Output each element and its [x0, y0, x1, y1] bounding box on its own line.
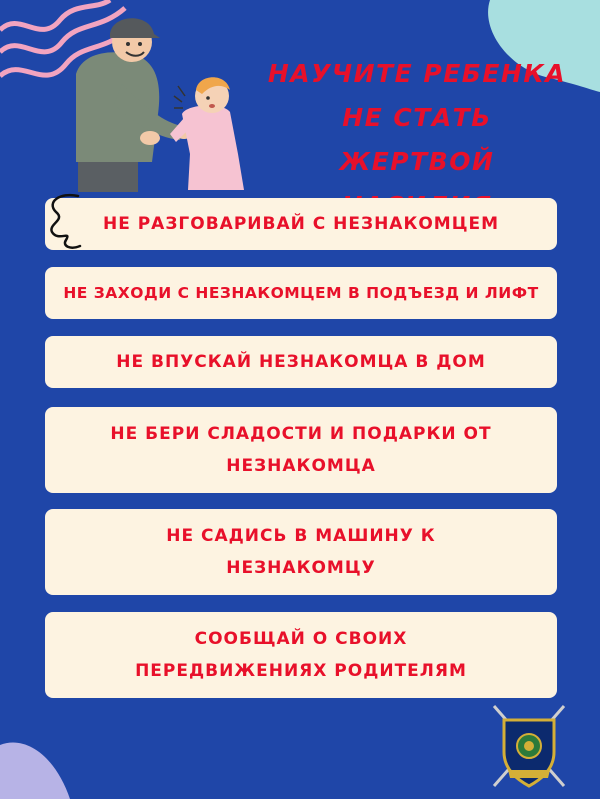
rule-text: НЕ ВПУСКАЙ НЕЗНАКОМЦА В ДОМ — [116, 352, 486, 372]
squiggle-icon — [38, 190, 88, 252]
title-line-1: НАУЧИТЕ РЕБЕНКА — [267, 59, 567, 88]
lilac-blob-decoration — [0, 735, 80, 799]
investigative-committee-emblem — [488, 700, 570, 795]
rule-card — [45, 267, 557, 319]
rule-text: НЕЗНАКОМЦУ — [226, 558, 376, 578]
rule-card — [45, 198, 557, 250]
rule-text: НЕ САДИСЬ В МАШИНУ К — [166, 526, 436, 546]
rule-card — [45, 509, 557, 595]
rule-card — [45, 612, 557, 698]
rule-text: НЕ РАЗГОВАРИВАЙ С НЕЗНАКОМЦЕМ — [102, 214, 500, 234]
adult-grabbing-child-illustration — [62, 4, 262, 192]
rule-card — [45, 407, 557, 493]
title-line-2: НЕ СТАТЬ ЖЕРТВОЙ — [339, 103, 495, 176]
rule-text: НЕЗНАКОМЦА — [226, 456, 376, 476]
rule-text: СООБЩАЙ О СВОИХ — [194, 629, 408, 649]
rule-text: НЕ ЗАХОДИ С НЕЗНАКОМЦЕМ В ПОДЪЕЗД И ЛИФТ — [63, 284, 539, 302]
rule-card — [45, 336, 557, 388]
rule-text: ПЕРЕДВИЖЕНИЯХ РОДИТЕЛЯМ — [135, 661, 467, 681]
rule-text: НЕ БЕРИ СЛАДОСТИ И ПОДАРКИ ОТ — [110, 424, 492, 444]
